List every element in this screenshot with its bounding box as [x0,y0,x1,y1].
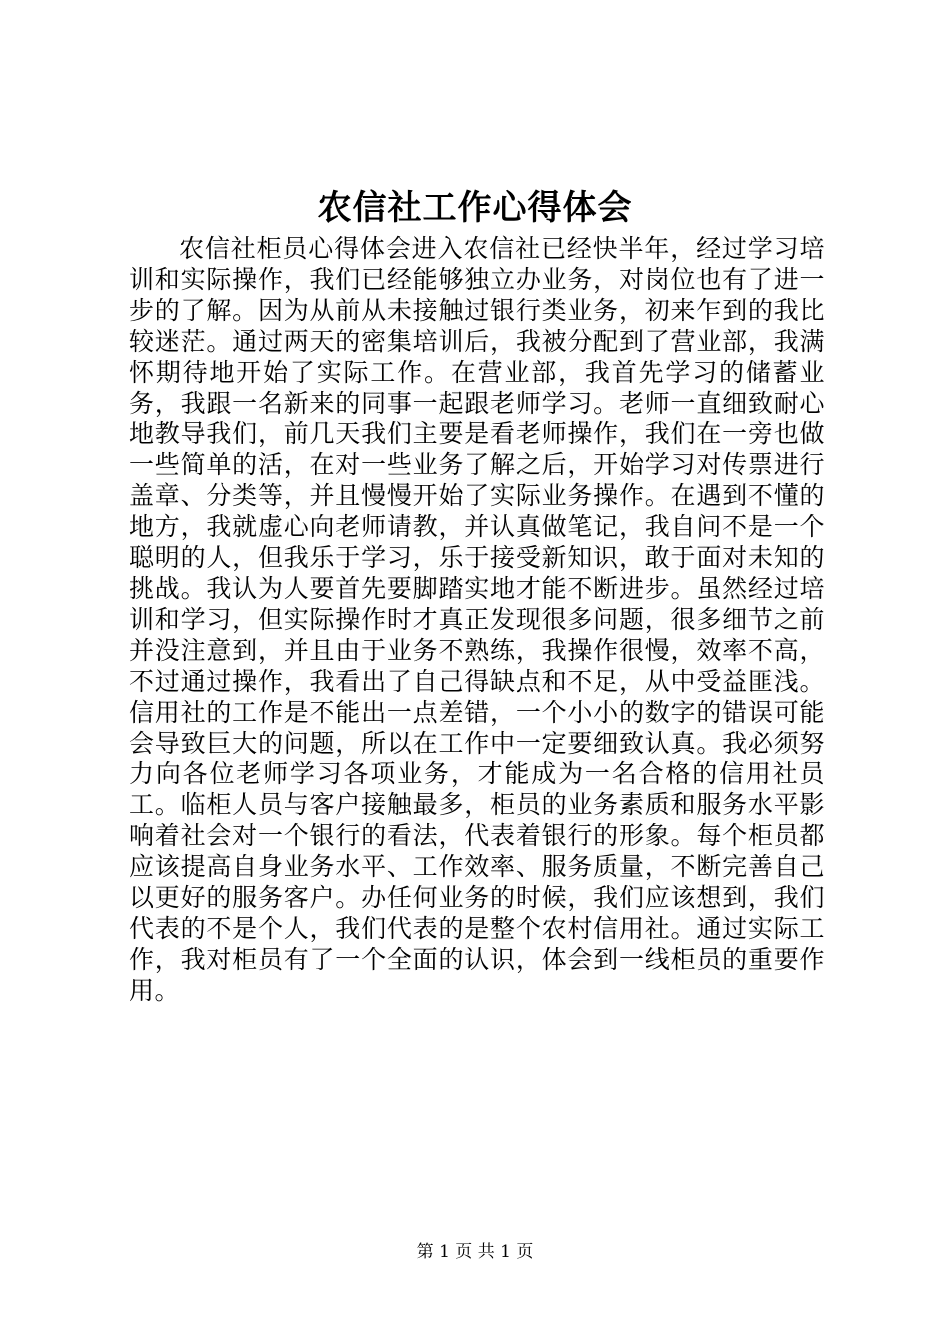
document-body-paragraph: 农信社柜员心得体会进入农信社已经快半年，经过学习培训和实际操作，我们已经能够独立办业务，对岗位也有了进一步的了解。因为从前从未接触过银行类业务，初来乍到的我比较迷茫。通过两天的密集培训后，我被分配到了营业部，我满怀期待地开始了实际工作。在营业部，我首先学习的储蓄业务，我跟一名新来的同事一起跟老师学习。老师一直细致耐心地教导我们，前几天我们主要是看老师操作，我们在一旁也做一些简单的活，在对一些业务了解之后，开始学习对传票进行盖章、分类等，并且慢慢开始了实际业务操作。在遇到不懂的地方，我就虚心向老师请教，并认真做笔记，我自问不是一个聪明的人，但我乐于学习，乐于接受新知识，敢于面对未知的挑战。我认为人要首先要脚踏实地才能不断进步。虽然经过培训和学习，但实际操作时才真正发现很多问题，很多细节之前并没注意到，并且由于业务不熟练，我操作很慢，效率不高，不过通过操作，我看出了自己得缺点和不足，从中受益匪浅。信用社的工作是不能出一点差错，一个小小的数字的错误可能会导致巨大的问题，所以在工作中一定要细致认真。我必须努力向各位老师学习各项业务，才能成为一名合格的信用社员工。临柜人员与客户接触最多，柜员的业务素质和服务水平影响着社会对一个银行的看法，代表着银行的形象。每个柜员都应该提高自身业务水平、工作效率、服务质量，不断完善自己以更好的服务客户。办任何业务的时候，我们应该想到，我们代表的不是个人，我们代表的是整个农村信用社。通过实际工作，我对柜员有了一个全面的认识，体会到一线柜员的重要作用。 [129,234,825,1005]
document-title: 农信社工作心得体会 [317,188,633,228]
page-number-footer: 第 1 页 共 1 页 [416,1242,534,1262]
